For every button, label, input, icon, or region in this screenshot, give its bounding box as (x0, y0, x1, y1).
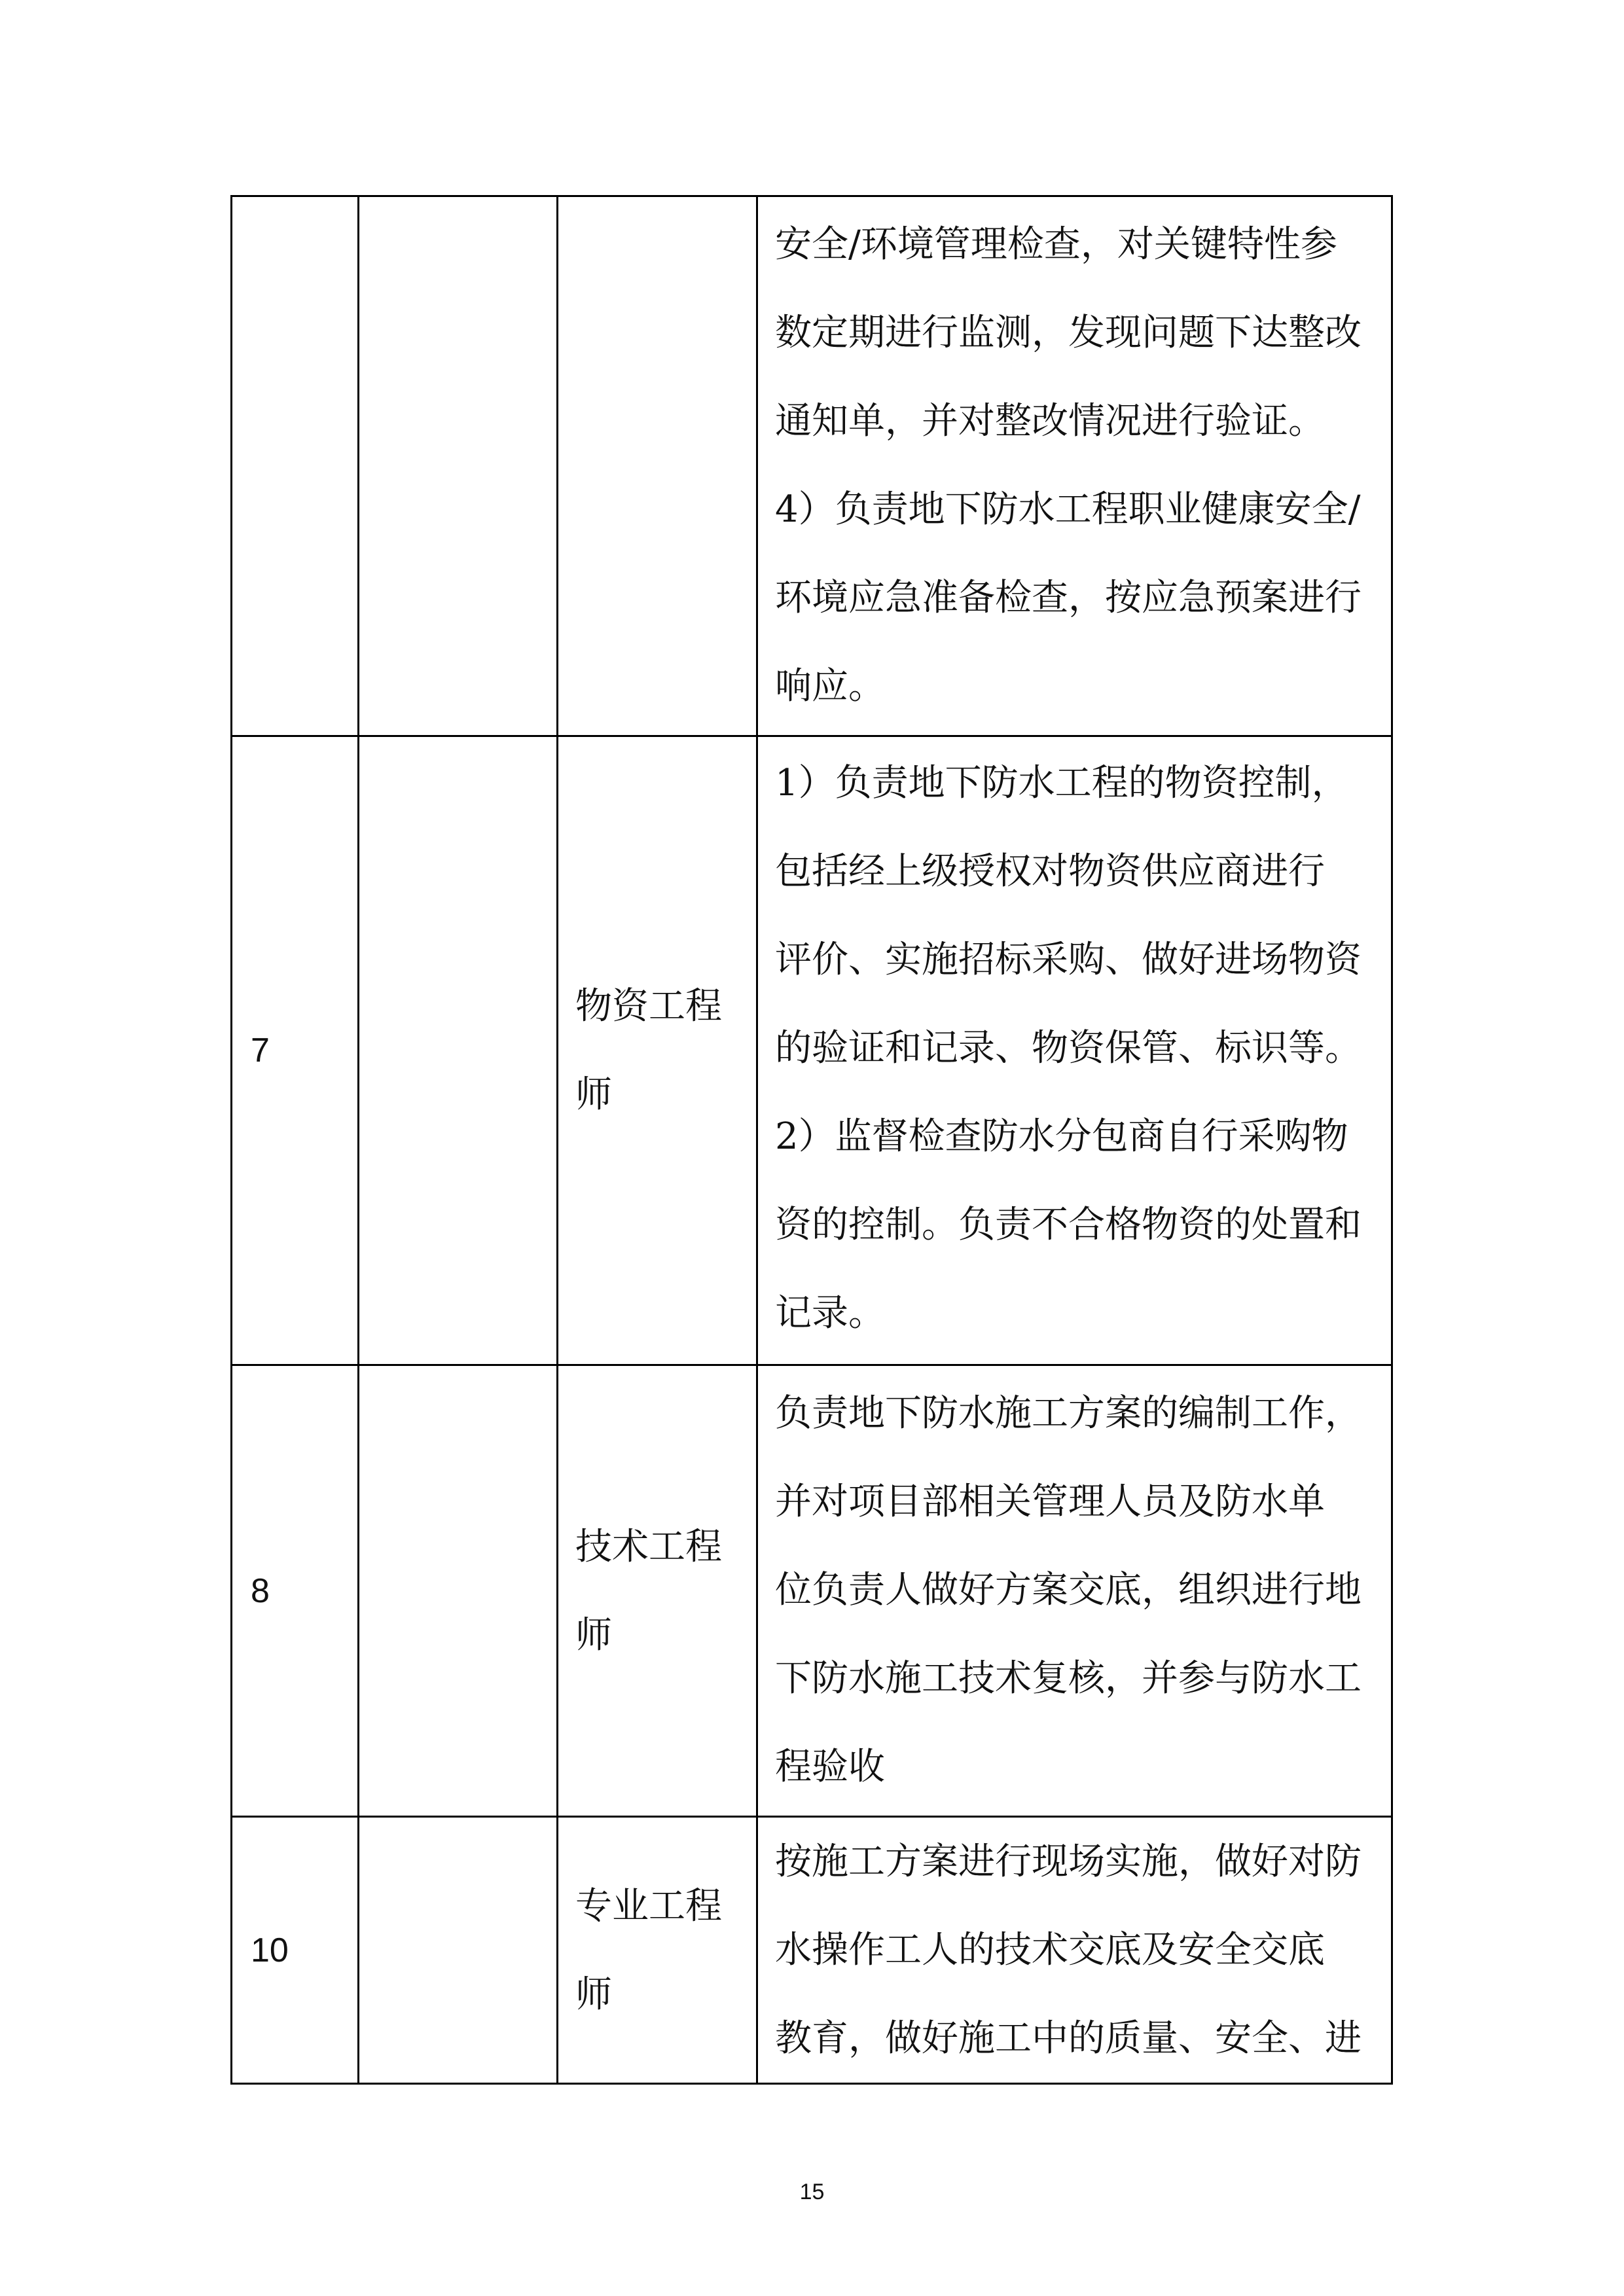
table-row (232, 1817, 1392, 2084)
duty-line: 环境应急准备检查，按应急预案进行 (775, 577, 1362, 619)
empty-cell (359, 1365, 558, 1817)
empty-cell (359, 1817, 558, 2084)
role-cell: 专业工程师 (558, 1817, 757, 2084)
duty-line: 4）负责地下防水工程职业健康安全/ (775, 488, 1361, 531)
duty-line: 通知单，并对整改情况进行验证。 (775, 400, 1325, 442)
duty-line: 1）负责地下防水工程的物资控制， (775, 762, 1348, 804)
page-number: 15 (799, 2179, 825, 2204)
duty-line: 程验收 (775, 1746, 885, 1788)
duty-line: 评价、实施招标采购、做好进场物资 (775, 939, 1362, 981)
table-row (232, 1365, 1392, 1817)
duty-cell (757, 1817, 1392, 2084)
row-number-cell: 7 (232, 736, 359, 1365)
duty-cell (757, 736, 1392, 1365)
role-cell (558, 196, 757, 736)
empty-cell (359, 196, 558, 736)
table-row (232, 196, 1392, 736)
duty-line: 记录。 (775, 1292, 885, 1335)
duty-line: 安全/环境管理检查，对关键特性参 (775, 223, 1337, 266)
duty-line: 水操作工人的技术交底及安全交底 (775, 1929, 1325, 1971)
row-number-cell: 10 (232, 1817, 359, 2084)
empty-cell (359, 736, 558, 1365)
duty-line: 负责地下防水施工方案的编制工作， (775, 1392, 1362, 1435)
row-number-cell (232, 196, 359, 736)
duty-line: 并对项目部相关管理人员及防水单 (775, 1480, 1325, 1523)
table-row (232, 736, 1392, 1365)
duty-line: 的验证和记录、物资保管、标识等。 (775, 1027, 1362, 1069)
duty-line: 2）监督检查防水分包商自行采购物 (775, 1115, 1348, 1158)
duty-line: 数定期进行监测，发现问题下达整改 (775, 312, 1362, 354)
duty-line: 响应。 (775, 665, 885, 708)
role-cell: 物资工程师 (558, 736, 757, 1365)
duty-line: 包括经上级授权对物资供应商进行 (775, 850, 1325, 893)
duty-line: 资的控制。负责不合格物资的处置和 (775, 1204, 1362, 1246)
duty-line: 位负责人做好方案交底，组织进行地 (775, 1569, 1362, 1611)
row-number-cell: 8 (232, 1365, 359, 1817)
responsibility-table (230, 195, 1393, 2085)
duty-cell (757, 1365, 1392, 1817)
duty-cell (757, 196, 1392, 736)
role-cell: 技术工程师 (558, 1365, 757, 1817)
duty-line: 下防水施工技术复核，并参与防水工 (775, 1657, 1362, 1700)
duty-line: 按施工方案进行现场实施，做好对防 (775, 1840, 1362, 1883)
duty-line: 教育，做好施工中的质量、安全、进 (775, 2017, 1362, 2060)
